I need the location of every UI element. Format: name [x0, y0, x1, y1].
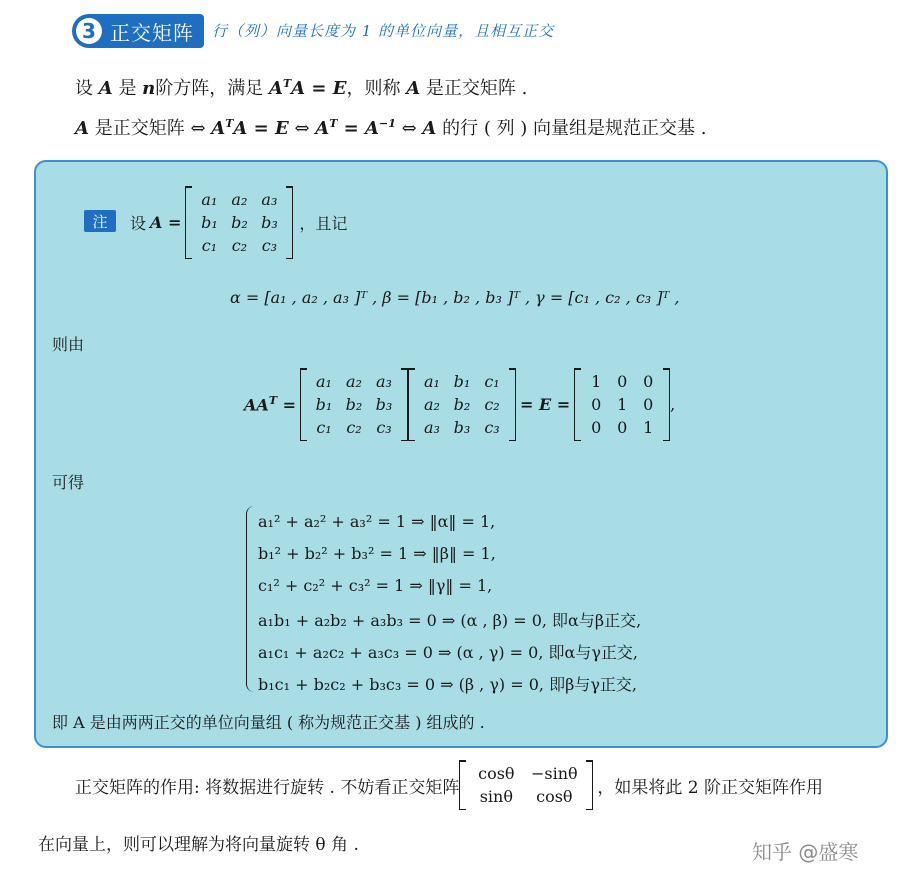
matrix-cell: a₂ — [424, 395, 440, 414]
system-eq-1: a₁² + a₂² + a₃² = 1 ⇒ ‖α‖ = 1, — [258, 512, 496, 531]
system-eq-4: a₁b₁ + a₂b₂ + a₃b₃ = 0 ⇒ (α , β) = 0, 即α与β正交, — [258, 611, 642, 630]
system-eq-2: b₁² + b₂² + b₃² = 1 ⇒ ‖β‖ = 1, — [258, 544, 496, 563]
E-label: = E = — [520, 395, 571, 414]
def-prefix: 设 — [75, 78, 93, 99]
matrix-cell: c₃ — [261, 236, 278, 255]
system-eq-6: b₁c₁ + b₂c₂ + b₃c₃ = 0 ⇒ (β , γ) = 0, 即β与γ正交, — [258, 675, 637, 694]
matrix-cell: c₁ — [484, 372, 500, 391]
matrix-cell: c₃ — [376, 418, 392, 437]
eq-A2: A — [422, 118, 437, 139]
matrix-cell: cosθ — [536, 787, 573, 806]
def-mid: 是 — [118, 78, 137, 99]
def-A: A — [98, 78, 113, 99]
matrix-cell: cosθ — [478, 764, 515, 783]
matrix-cell: sinθ — [479, 787, 513, 806]
system-eq-3: c₁² + c₂² + c₃² = 1 ⇒ ‖γ‖ = 1, — [258, 576, 493, 595]
matrix-cell: 0 — [591, 418, 602, 437]
matrix-cell: c₂ — [484, 395, 500, 414]
matrix-cell: a₂ — [346, 372, 362, 391]
then-text: 则由 — [52, 335, 85, 354]
usage-line-2: 在向量上，则可以理解为将向量旋转 θ 角 . — [38, 835, 359, 855]
matrix-cell: b₂ — [231, 213, 248, 232]
matrix-A-repeat — [300, 368, 408, 441]
def-suffix: ，则称 — [346, 78, 401, 99]
system-brace — [246, 506, 257, 692]
section-subtitle: 行（列）向量长度为 1 的单位向量，且相互正交 — [212, 22, 555, 40]
def-mid2: 阶方阵，满足 — [155, 78, 264, 99]
note-set-text: 设 — [130, 214, 147, 233]
def-end: 是正交矩阵 . — [425, 78, 528, 99]
matrix-cell: a₂ — [231, 190, 248, 209]
note-icon: 注 — [84, 210, 116, 232]
matrix-cell: a₃ — [376, 372, 392, 391]
eq-text2: 的行 ( 列 ) 向量组是规范正交基 . — [442, 118, 707, 139]
matrix-cell: c₃ — [484, 418, 500, 437]
matrix-cell: b₁ — [201, 213, 218, 232]
usage-line — [75, 760, 823, 810]
def-A2: A — [406, 78, 421, 99]
eq-text1: 是正交矩阵 — [94, 118, 185, 139]
section-banner — [72, 14, 204, 48]
matrix-cell: 1 — [591, 372, 602, 391]
matrix-cell: b₃ — [453, 418, 471, 437]
matrix-cell: b₁ — [315, 395, 333, 414]
matrix-cell: 0 — [617, 418, 628, 437]
matrix-cell: 0 — [591, 395, 602, 414]
note-A: A = — [150, 213, 182, 232]
matrix-cell: b₃ — [261, 213, 278, 232]
matrix-cell: 1 — [643, 418, 654, 437]
usage-text1: 正交矩阵的作用: 将数据进行旋转 . 不妨看正交矩阵 — [75, 777, 460, 798]
watermark: 知乎 @盛寒 — [752, 840, 859, 864]
equivalence-line — [75, 114, 706, 140]
get-text: 可得 — [52, 473, 85, 492]
AAT-label: $AA^T$ = — [244, 394, 296, 415]
matrix-cell: c₁ — [316, 418, 332, 437]
matrix-cell: a₃ — [261, 190, 278, 209]
matrix-cell: b₁ — [453, 372, 471, 391]
matrix-cell: b₂ — [345, 395, 363, 414]
definition-line — [75, 74, 527, 100]
def-n: n — [142, 78, 156, 99]
product-equation — [244, 368, 675, 441]
matrix-cell: a₁ — [316, 372, 332, 391]
matrix-cell: b₃ — [375, 395, 393, 414]
matrix-cell: 0 — [617, 372, 628, 391]
matrix-AT — [408, 368, 516, 441]
matrix-cell: c₂ — [346, 418, 362, 437]
eq-formula: ⇔ $A^TA = E$ ⇔ $A^T = A^{-1}$ ⇔ — [190, 117, 423, 139]
matrix-cell: 0 — [643, 372, 654, 391]
eq-A: A — [75, 118, 89, 139]
section-title: 正交矩阵 — [110, 20, 194, 45]
note-remember: ，且记 — [299, 214, 348, 233]
matrix-cell: a₃ — [424, 418, 440, 437]
section-number: 3 — [76, 18, 102, 44]
def-condition: $A^TA = E$ — [269, 77, 347, 99]
vectors-line: α = [a₁ , a₂ , a₃ ]ᵀ , β = [b₁ , b₂ , b₃ ]ᵀ , γ = [c₁ , c₂ , c₃ ]ᵀ , — [230, 288, 680, 307]
matrix-cell: 0 — [643, 395, 654, 414]
system-eq-5: a₁c₁ + a₂c₂ + a₃c₃ = 0 ⇒ (α , γ) = 0, 即α与γ正交, — [258, 643, 638, 662]
matrix-cell: 1 — [617, 395, 628, 414]
matrix-cell: b₂ — [453, 395, 471, 414]
matrix-cell: c₁ — [201, 236, 218, 255]
usage-text2: ，如果将此 2 阶正交矩阵作用 — [597, 777, 823, 798]
matrix-cell: c₂ — [231, 236, 248, 255]
matrix-cell: a₁ — [201, 190, 218, 209]
matrix-cell: a₁ — [424, 372, 440, 391]
comma: , — [670, 395, 676, 414]
conclusion: 即 A 是由两两正交的单位向量组 ( 称为规范正交基 ) 组成的 . — [52, 713, 485, 732]
matrix-cell: −sinθ — [531, 764, 578, 783]
note-matrix-def — [130, 186, 347, 259]
identity-matrix — [574, 368, 670, 441]
rotation-matrix — [459, 760, 593, 810]
matrix-A — [185, 186, 293, 259]
